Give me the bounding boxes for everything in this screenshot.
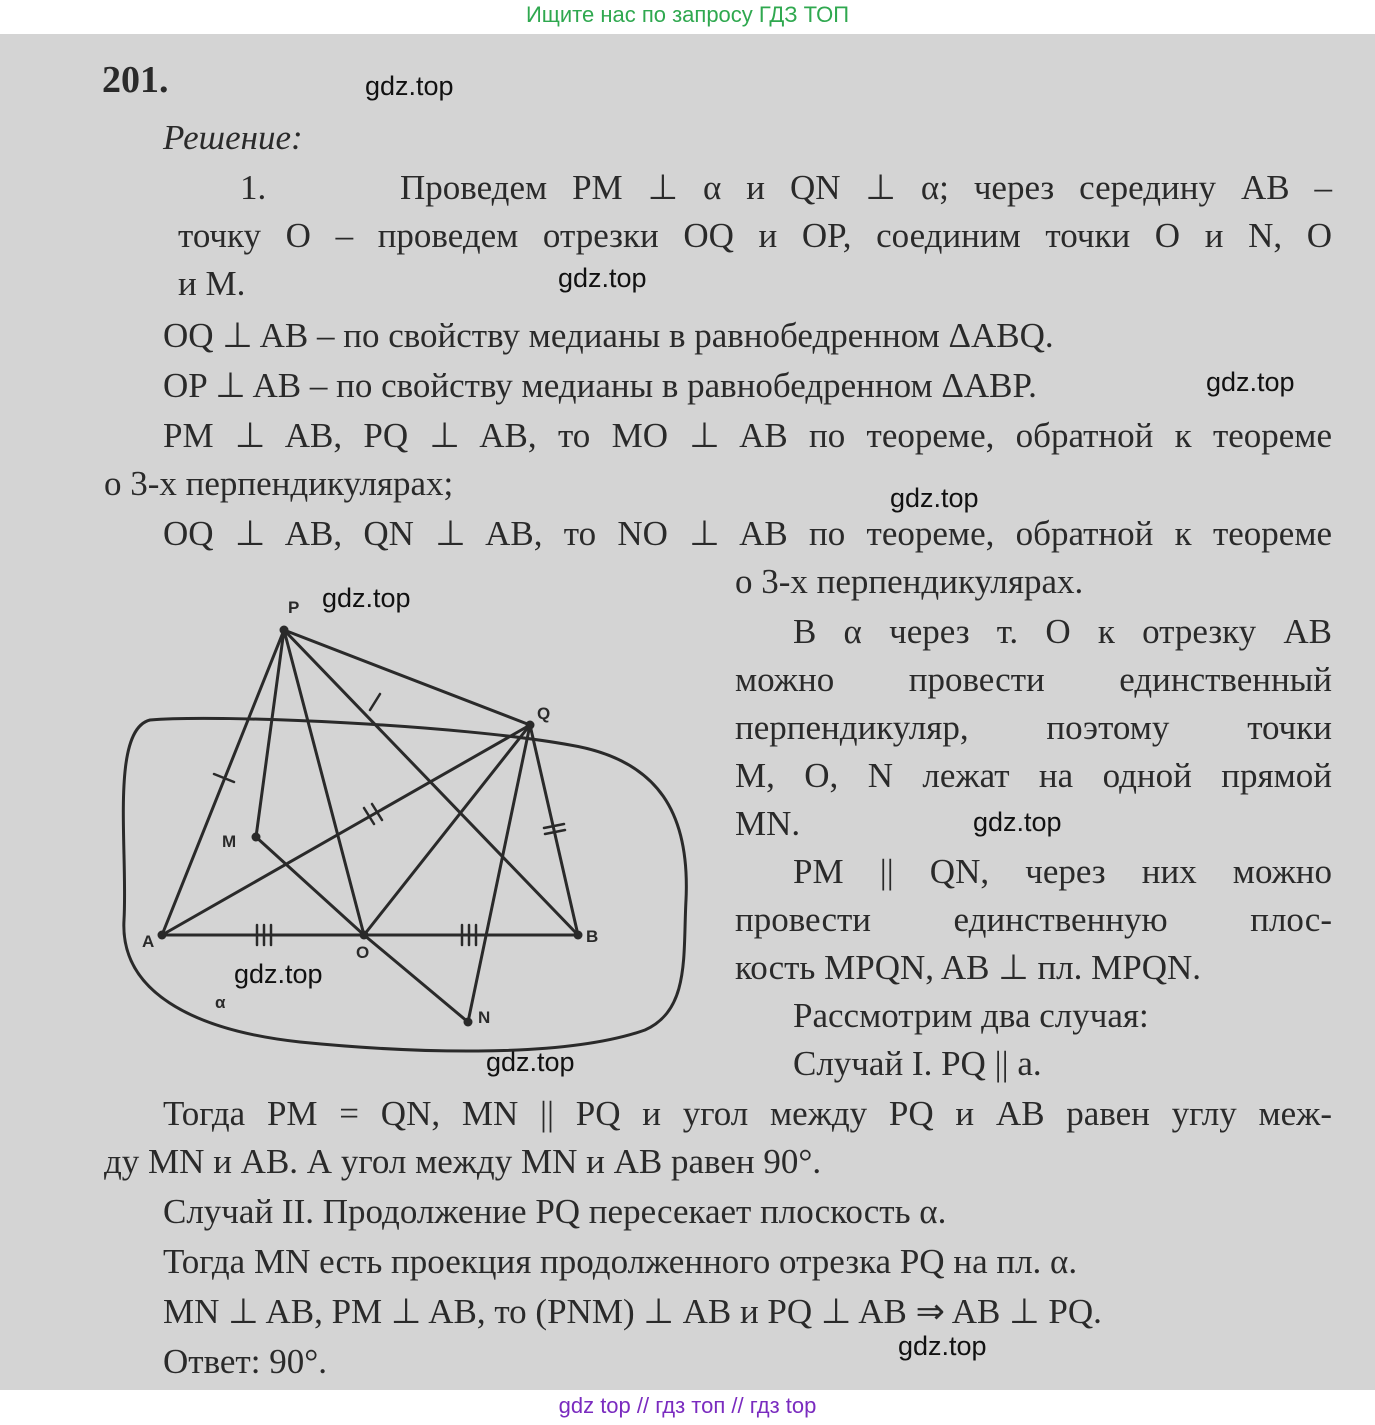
text-line-11: можно провести единственный	[735, 660, 1332, 699]
point-M	[252, 833, 261, 842]
point-B	[574, 931, 583, 940]
answer-line: Ответ: 90°.	[163, 1342, 327, 1381]
text-line-17: кость MPQN, AB ⊥ пл. MPQN.	[735, 948, 1202, 987]
label-alpha: α	[215, 993, 226, 1012]
segment-ON	[364, 935, 468, 1022]
watermark: gdz.top	[234, 959, 323, 989]
problem-number: 201.	[102, 59, 169, 101]
text-line-7: о 3-х перпендикулярах;	[104, 464, 454, 503]
label-B: B	[586, 927, 599, 946]
segment-QB	[530, 725, 578, 935]
text-line-14: MN.	[735, 804, 801, 843]
text-line-9: о 3-х перпендикулярах.	[735, 562, 1084, 601]
text-line-5: OP ⊥ AB – по свойству медианы в равнобедренном ΔABP.	[163, 366, 1037, 405]
tick-PQ	[370, 694, 380, 710]
segment-OQ	[364, 725, 530, 935]
watermark: gdz.top	[890, 483, 979, 513]
label-P: P	[288, 598, 300, 617]
text-line-10: В α через т. O к отрезку AB	[793, 612, 1332, 651]
text-line-20: Тогда PM = QN, MN || PQ и угол между PQ и AB равен углу меж-	[163, 1094, 1332, 1133]
text-line-1: Проведем PM ⊥ α и QN ⊥ α; через середину AB –	[400, 168, 1332, 207]
text-line-12: перпендикуляр, поэтому точки	[735, 708, 1332, 747]
segment-PA	[162, 630, 284, 935]
watermark: gdz.top	[486, 1047, 575, 1077]
segment-PQ	[284, 630, 530, 725]
bottom-links[interactable]: gdz top // гдз топ // гдз top	[558, 1393, 817, 1418]
text-line-23: Тогда MN есть проекция продолженного отрезка PQ на пл. α.	[163, 1242, 1078, 1281]
watermark: gdz.top	[898, 1331, 987, 1361]
text-line-18: Рассмотрим два случая:	[793, 996, 1149, 1035]
text-line-3: и M.	[178, 264, 246, 303]
label-O: O	[356, 943, 370, 962]
watermark: gdz.top	[322, 583, 411, 613]
step-number: 1.	[240, 168, 267, 207]
label-A: A	[142, 932, 155, 951]
solution-heading: Решение:	[163, 118, 303, 157]
text-line-2: точку O – проведем отрезки OQ и OP, соединим точки O и N, O	[178, 216, 1332, 255]
point-P	[280, 626, 289, 635]
geometry-diagram	[100, 590, 700, 1060]
point-A	[158, 931, 167, 940]
label-Q: Q	[537, 704, 551, 723]
text-line-24: MN ⊥ AB, PM ⊥ AB, то (PNM) ⊥ AB и PQ ⊥ AB ⇒ AB ⊥ PQ.	[163, 1292, 1102, 1331]
label-M: M	[222, 832, 237, 851]
watermark: gdz.top	[973, 807, 1062, 837]
label-N: N	[478, 1008, 491, 1027]
text-line-16: провести единственную плос-	[735, 900, 1332, 939]
watermark: gdz.top	[1206, 367, 1295, 397]
text-line-19: Случай I. PQ || a.	[793, 1044, 1042, 1083]
watermark: gdz.top	[558, 263, 647, 293]
point-N	[464, 1018, 473, 1027]
text-line-13: M, O, N лежат на одной прямой	[735, 756, 1332, 795]
point-O	[360, 931, 369, 940]
text-line-22: Случай II. Продолжение PQ пересекает плоскость α.	[163, 1192, 947, 1231]
top-banner[interactable]: Ищите нас по запросу ГДЗ ТОП	[525, 2, 850, 27]
text-line-8: OQ ⊥ AB, QN ⊥ AB, то NO ⊥ AB по теореме, обратной к теореме	[163, 514, 1332, 553]
text-line-6: PM ⊥ AB, PQ ⊥ AB, то MO ⊥ AB по теореме, обратной к теореме	[163, 416, 1332, 455]
segment-PO	[284, 630, 364, 935]
watermark: gdz.top	[365, 71, 454, 101]
text-line-21: ду MN и AB. А угол между MN и AB равен 90°.	[104, 1142, 822, 1181]
point-Q	[526, 721, 535, 730]
text-line-4: OQ ⊥ AB – по свойству медианы в равнобедренном ΔABQ.	[163, 316, 1054, 355]
text-line-15: PM || QN, через них можно	[793, 852, 1332, 891]
